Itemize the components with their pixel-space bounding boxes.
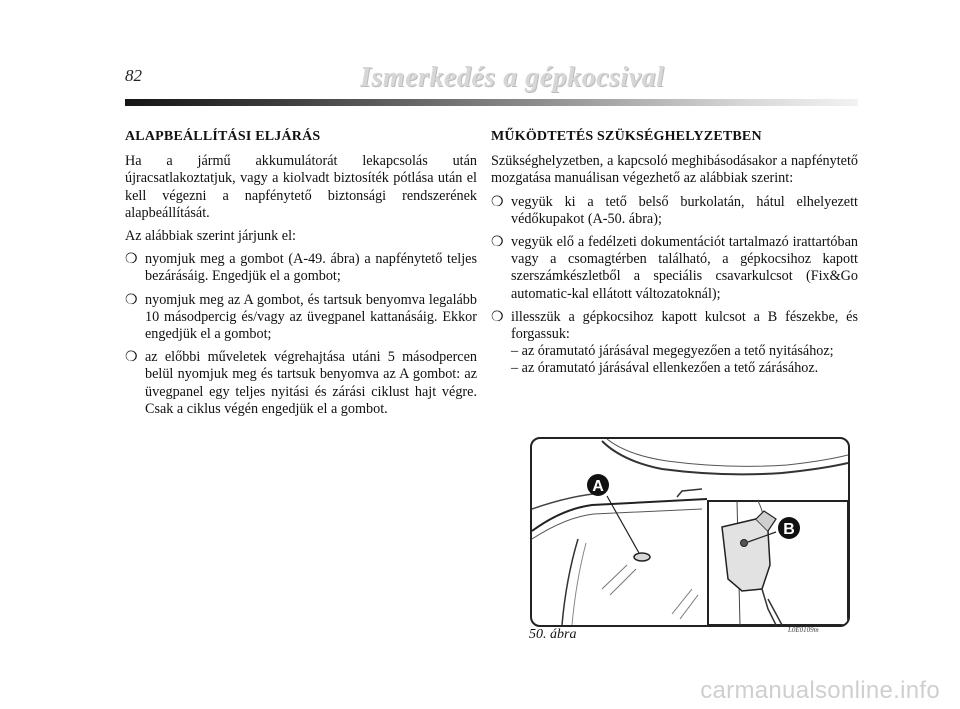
list-item: [491, 309, 858, 378]
running-title: Ismerkedés a gépkocsival: [360, 62, 665, 93]
section-heading-basic-setup: ALAPBEÁLLÍTÁSI ELJÁRÁS: [125, 129, 321, 144]
bullet-icon: ❍: [125, 350, 138, 366]
rear-window-frame: [532, 499, 707, 531]
list-item-text: illesszük a gépkocsihoz kapott kulcsot a B fészekbe, és forgassuk:: [511, 308, 858, 343]
rotation-open-line: – az óramutató járásával megegyezően a tető nyitásához;: [511, 343, 834, 360]
list-item-text: nyomjuk meg a gombot (A-49. ábra) a napfénytető teljes bezárásáig. Engedjük el a gombot;: [145, 251, 477, 285]
list-item: [125, 292, 477, 344]
figure-50: [530, 437, 850, 627]
list-item: [491, 234, 858, 303]
list-item-text: nyomjuk meg az A gombot, és tartsuk benyomva legalább 10 másodpercig és/vagy az üvegpanel kattanásáig. Ekkor engedjük el a gombot;: [145, 291, 477, 343]
watermark: carmanualsonline.info: [700, 677, 940, 704]
protective-cap: [634, 553, 650, 561]
bullet-icon: ❍: [491, 235, 504, 251]
lead-paragraph: Az alábbiak szerint járjunk el:: [125, 228, 296, 245]
right-column: [491, 128, 858, 384]
intro-paragraph: Ha a jármű akkumulátorát lekapcsolás után újracsatlakoztatjuk, vagy a kiolvadt biztosíték pótlása után el kell végezni a napfénytető biztonsági rendszerének alapbeállítását.: [125, 153, 477, 221]
list-item-text: az előbbi műveletek végrehajtása utáni 5 másodpercen belül nyomjuk meg és tartsuk benyomva az A gombot: az üvegpanel egy teljes nyitási és zárási ciklust hajt végre. Csak a ciklus végén engedjük el a gombot.: [145, 349, 477, 417]
callout-a-label: A: [592, 478, 604, 495]
steps-list: [125, 251, 477, 418]
page-number: 82: [125, 66, 142, 85]
key-socket: [741, 540, 748, 547]
sunroof-illustration: [532, 439, 848, 625]
roof-edge: [602, 441, 848, 474]
intro-paragraph: Szükséghelyzetben, a kapcsoló meghibásodásakor a napfénytető mozgatása manuálisan végezhető az alábbiak szerint:: [491, 153, 858, 187]
header-rule: [125, 99, 858, 106]
left-column: [125, 128, 477, 424]
list-item: [125, 349, 477, 418]
figure-code: L0E0109m: [788, 626, 819, 634]
bullet-icon: ❍: [125, 292, 138, 308]
steps-list: [491, 194, 858, 378]
bullet-icon: ❍: [125, 252, 138, 268]
list-item-text: vegyük ki a tető belső burkolatán, hátul elhelyezett védőkupakot (A-50. ábra);: [511, 193, 858, 227]
list-item: [125, 251, 477, 285]
rotation-close-line: – az óramutató járásával ellenkezően a tető zárásához.: [511, 360, 819, 377]
bullet-icon: ❍: [491, 309, 504, 325]
callout-b-label: B: [783, 521, 795, 538]
bullet-icon: ❍: [491, 194, 504, 210]
section-heading-emergency-operation: MŰKÖDTETÉS SZÜKSÉGHELYZETBEN: [491, 129, 762, 144]
list-item: [491, 194, 858, 228]
list-item-text: vegyük elő a fedélzeti dokumentációt tartalmazó irattartóban vagy a csomagtérben található, a gépkocsihoz kapott szerszámkészletből a speciális csavarkulcsot (Fix&Go automatic-kal ellátott változatoknál);: [511, 234, 858, 302]
figure-caption: 50. ábra: [529, 627, 577, 642]
motor-housing: [722, 519, 770, 591]
